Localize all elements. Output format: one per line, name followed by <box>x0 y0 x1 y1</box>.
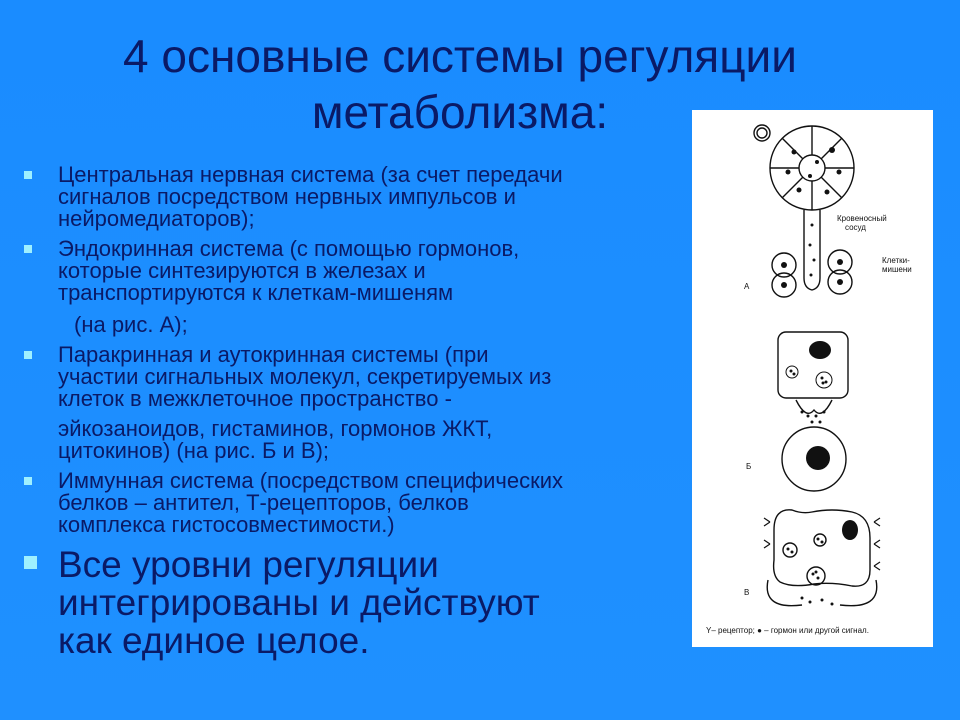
label-blood-vessel: Кровеносный сосуд <box>837 214 887 232</box>
summary-line: интегрированы и действуют <box>58 582 540 623</box>
regulation-figure <box>692 110 933 647</box>
label-panel-b: Б <box>746 462 752 471</box>
bullet-endocrine <box>22 238 692 304</box>
bullet-line: клеток в межклеточное пространство - <box>58 386 452 411</box>
bullet-line: участии сигнальных молекул, секретируемых из <box>58 364 552 389</box>
label-panel-a: А <box>744 282 750 291</box>
regulation-diagram <box>692 110 933 647</box>
bullet-cns <box>22 164 692 230</box>
bullet-line: сигналов посредством нервных импульсов и <box>58 184 516 209</box>
bullet-line: эйкозаноидов, гистаминов, гормонов ЖКТ, <box>58 416 493 441</box>
bullet-line: нейромедиаторов); <box>58 206 255 231</box>
panel-c-receptors <box>764 518 880 570</box>
bullet-line: транспортируются к клеткам-мишеням <box>58 280 454 305</box>
bullet-line: Иммунная система (посредством специфических <box>58 468 564 493</box>
panel-c-cell <box>767 510 877 606</box>
bullet-line: белков – антител, Т-рецепторов, белков <box>58 490 469 515</box>
bullet-line: комплекса гистосовместимости.) <box>58 512 395 537</box>
label-target-cells: Клетки- мишени <box>882 256 912 274</box>
bullet-endocrine-ref: (на рис. А); <box>74 312 188 337</box>
panel-a-gland <box>754 125 854 210</box>
bullet-line: Эндокринная система (с помощью гормонов, <box>58 236 520 261</box>
panel-b-nuclei <box>806 341 831 470</box>
slide-title-line-2: метаболизма: <box>311 86 609 138</box>
bullet-marker <box>24 171 32 179</box>
bullet-marker <box>24 556 37 569</box>
bullet-line: цитокинов) (на рис. Б и В); <box>58 438 330 463</box>
bullet-immune <box>22 470 692 536</box>
summary-line: Все уровни регуляции <box>58 544 439 585</box>
panel-a-vessel-dots <box>809 224 816 277</box>
panel-a-vessel <box>804 210 820 290</box>
bullet-marker <box>24 477 32 485</box>
bullet-marker <box>24 245 32 253</box>
bullet-list <box>22 164 692 660</box>
panel-a-gland-dots <box>786 147 842 195</box>
bullet-line: которые синтезируются в железах и <box>58 258 426 283</box>
panel-b-vesicles <box>786 366 832 388</box>
summary-line: как единое целое. <box>58 620 370 661</box>
label-panel-v: В <box>744 588 750 597</box>
bullet-paracrine <box>22 344 692 410</box>
bullet-marker <box>24 351 32 359</box>
bullet-line: Паракринная и аутокринная системы (при <box>58 342 489 367</box>
bullet-line: Центральная нервная система (за счет передачи <box>58 162 563 187</box>
slide-title-line-1: 4 основные системы регуляции <box>123 30 797 82</box>
figure-legend: Y– рецептор; ● – гормон или другой сигнал. <box>706 626 869 635</box>
summary-bullet <box>22 546 692 660</box>
bullet-paracrine-continued <box>22 418 692 462</box>
